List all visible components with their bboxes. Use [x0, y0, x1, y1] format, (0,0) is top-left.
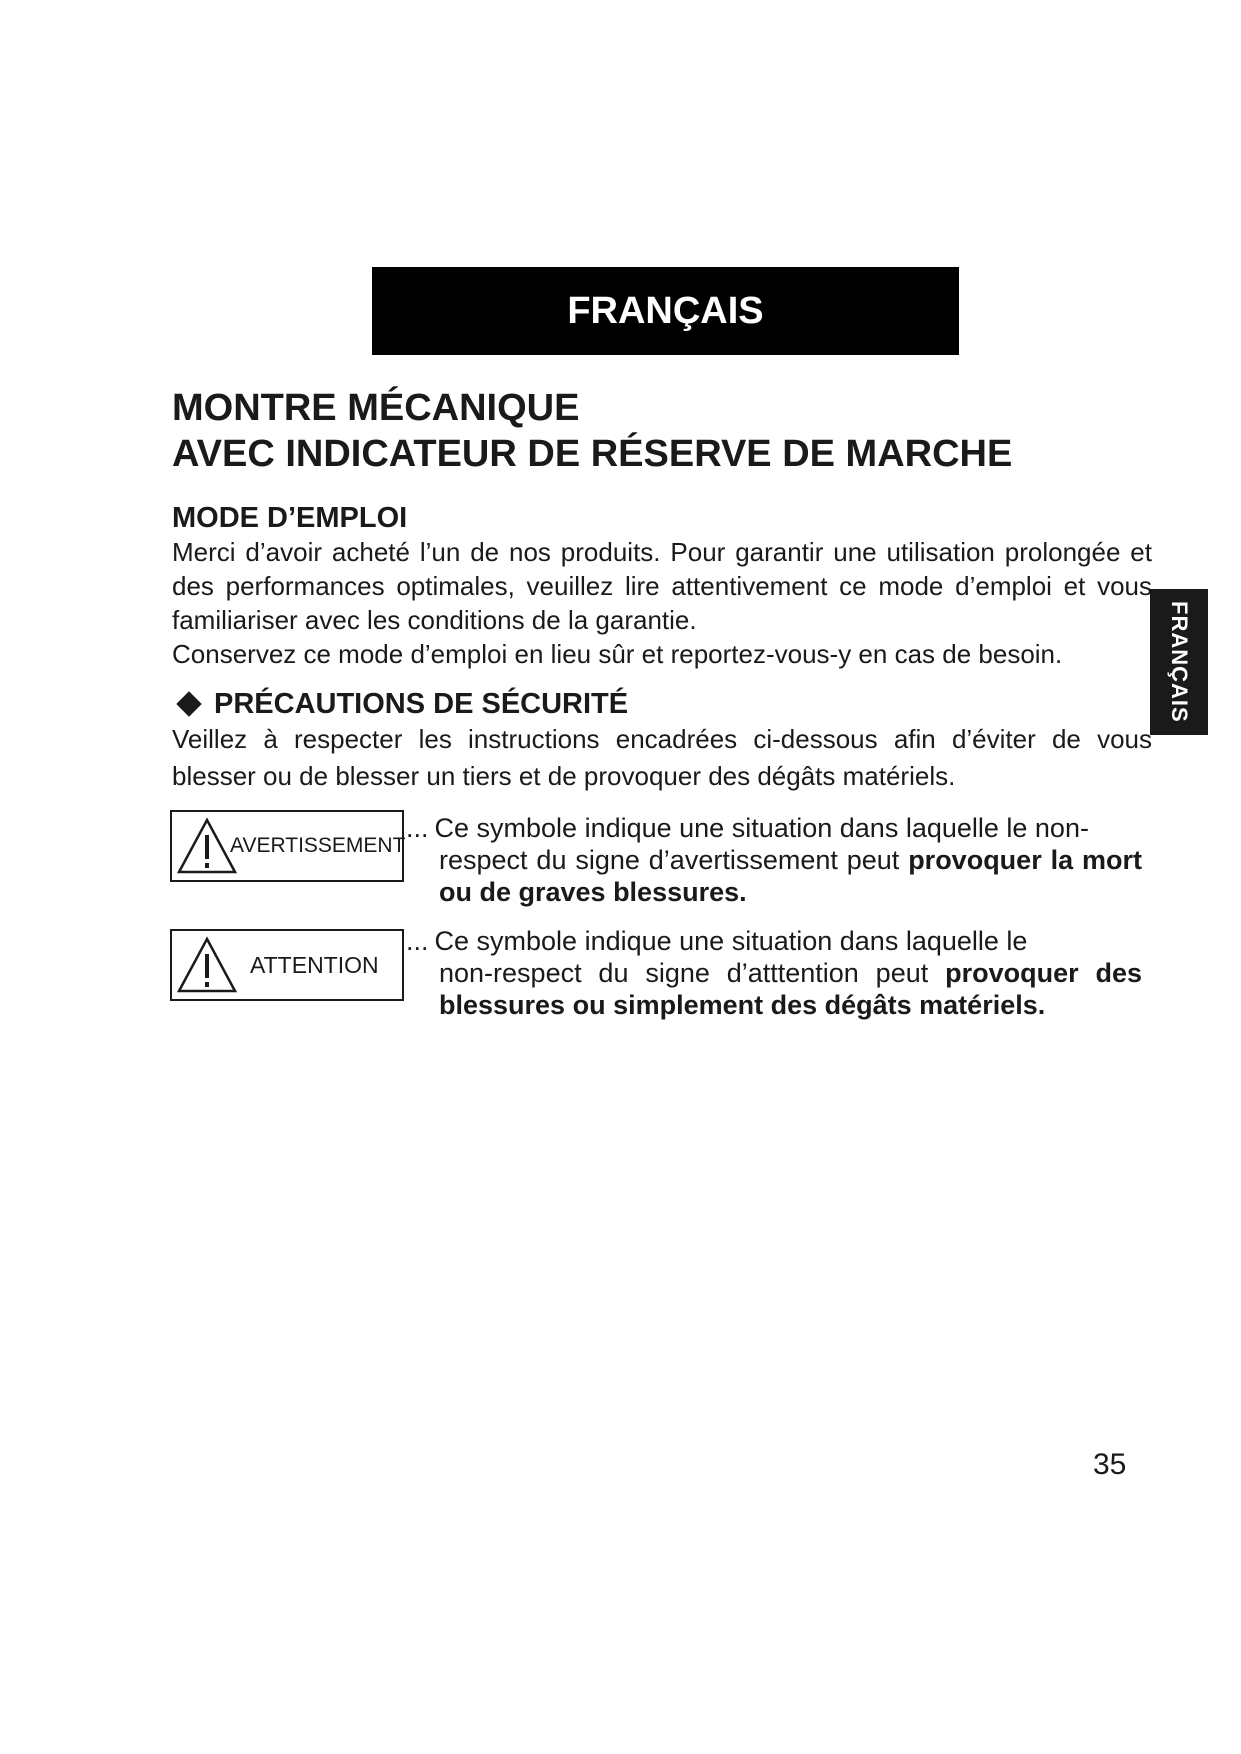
- avertissement-description: [406, 812, 1142, 908]
- attention-desc-bold: provoquer des blessures ou simplement des dégâts matériels.: [439, 958, 1142, 1020]
- precautions-paragraph: Veillez à respecter les instructions encadrées ci-dessous afin d’éviter de vous blesser ou de blesser un tiers et de provoquer des dégâts matériels.: [172, 724, 1152, 791]
- attention-desc-first: Ce symbole indique une situation dans laquelle le: [434, 926, 1028, 956]
- side-tab-label: FRANÇAIS: [1167, 601, 1192, 723]
- attention-description: [406, 925, 1142, 1021]
- banner-label: FRANÇAIS: [567, 289, 764, 332]
- document-title: [172, 385, 1012, 477]
- warning-triangle-icon: [176, 817, 238, 875]
- avertissement-symbol-box: [170, 810, 404, 882]
- page-number: 35: [1093, 1448, 1127, 1481]
- warning-triangle-icon: [176, 936, 238, 994]
- intro-paragraph: Merci d’avoir acheté l’un de nos produits. Pour garantir une utilisation prolongée et des performances optimales, veuillez lire attentivement ce mode d’emploi et vous familiariser avec les conditions de la garantie.: [172, 537, 1152, 635]
- mode-emploi-heading: MODE D’EMPLOI: [172, 502, 408, 534]
- leader-dots: ...: [406, 813, 429, 843]
- avertissement-desc-plain: respect du signe d’avertissement peut: [439, 845, 909, 875]
- keep-paragraph: Conservez ce mode d’emploi en lieu sûr et reportez-vous-y en cas de besoin.: [172, 639, 1063, 669]
- diamond-bullet-icon: [176, 691, 201, 716]
- avertissement-label: AVERTISSEMENT: [230, 834, 406, 857]
- title-line-2: AVEC INDICATEUR DE RÉSERVE DE MARCHE: [172, 433, 1013, 475]
- attention-label: ATTENTION: [250, 951, 379, 978]
- avertissement-desc-bold: provoquer la mort ou de graves blessures.: [439, 845, 1142, 907]
- attention-desc-plain: non-respect du signe d’atttention peut: [439, 958, 946, 988]
- precautions-heading-text: PRÉCAUTIONS DE SÉCURITÉ: [214, 688, 629, 720]
- avertissement-desc-first: Ce symbole indique une situation dans laquelle le non-: [434, 813, 1089, 843]
- language-side-tab: [1150, 589, 1208, 735]
- title-line-1: MONTRE MÉCANIQUE: [172, 387, 580, 429]
- leader-dots: ...: [406, 926, 429, 956]
- attention-symbol-box: [170, 929, 404, 1001]
- precautions-heading: [172, 686, 628, 722]
- language-banner: [372, 267, 959, 355]
